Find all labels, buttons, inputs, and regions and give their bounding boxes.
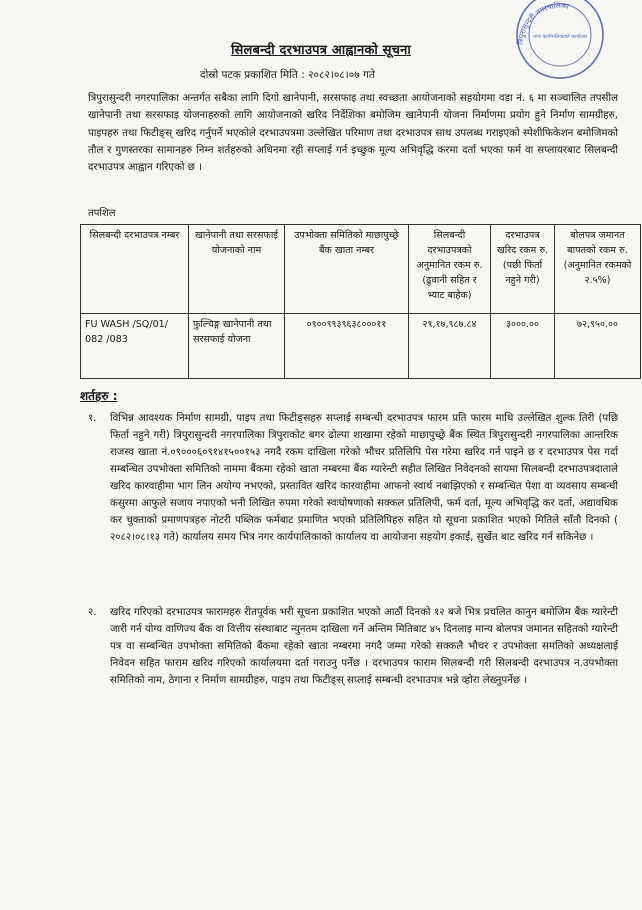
condition-text: खरिद गरिएको दरभाउपत्र फारामहरु रीतपूर्वक भरी सूचना प्रकाशित भएको आठौं दिनको १२ बजे भित्र प्रचलित कानुन बमोजिम बैंक ग्यारेन्टी जारी गर्न योग्य वाणिज्य बैंक वा वित्तीय संस्थाबाट न्युनतम दाखिला गर्ने अन्तिम मितिबाट ४५ दिनलाइ मान्य बोलपत्र जमानत सहितको ग्यारेन्टी पत्र वा सम्बन्धित उपभोक्ता समितिको बैंकमा रहेको खाता नम्बरमा नगदै जम्मा गरेको सक्कलै भौचर र उपभोक्ता समतिको अध्यक्षलाई निवेदन सहित फाराम खरिद गरिएको कार्यालयमा दर्ता गराउनु पर्नेछ । दरभाउपत्र फाराम सिलबन्दी गरी सिलबन्दी दरभाउपत्र न.उपभोक्ता समितिको नाम, ठेगाना र निर्माण सामग्रीहरु, पाइप तथा फिटीङ्स् सप्लाई सम्बन्धी दरभाउपत्र भन्ने व्होरा लेख्नुपर्नेछ । bbox=[110, 607, 618, 686]
col-header: उपभोक्ता समितिको माछापुच्छ्रे बैंक खाता नम्बर bbox=[285, 225, 409, 314]
condition-item bbox=[88, 410, 618, 546]
col-header: खानेपानी तथा सरसफाई योजनाको नाम bbox=[189, 225, 285, 314]
col-header: बोलपत्र जमानत बापतको रकम रु. (अनुमानित रकमको २.५%) bbox=[555, 225, 641, 314]
conditions-heading: शर्तहरु : bbox=[80, 389, 118, 403]
details-label: तपशिल bbox=[88, 208, 116, 219]
purchase-amount-cell: ३०००.०० bbox=[491, 314, 555, 379]
condition-text: विभिन्न आवश्यक निर्माण सामग्री, पाइप तथा फिटीङ्सहरु सप्लाई सम्बन्धी दरभाउपत्र फारम प्रति फारम माथि उल्लेखित शुल्क तिरी (पछि फिर्ता नहुने गरी) त्रिपुरासुन्दरी नगरपालिका त्रिपुराकोट बगर ढोल्पा शाखामा रहेको माछापुच्छ्रे बैंक स्थित त्रिपुरासुन्दरी नगरपालिका आन्तरिक राजस्व खाता नं.०९०००६०९१४१५००१५३ नगदै रकम दाखिला गरेको भौचर प्रतिलिपि पेस गरेमा खरिद गर्न पाइने छ र दरभाउपत्र पेस गर्दा सम्बन्धित उपभोक्ता समितिको नाममा बैंकमा रहेको खाता नम्बरमा बैंक ग्यारेन्टी सहीत लिखित निवेदनको सायमा सिलबन्दी दरभाउपत्रदाताले खरिद कारवाहीमा भाग लिन अयोग्य नभएको, प्रस्तावित खरिद कारवाहीमा आफनो स्वार्थ नबाझिएको र सम्बन्धित पेशा वा व्यवसाय सम्बन्धी कसुरमा आफुले सजाय नपाएको भनी लिखित रुपमा गरेको स्वःघोषणाको सक्कल प्रतिलिपी, फर्म दर्ता, मूल्य अभिवृद्धि कर दर्ता, अद्यावधिक कर चुक्ताको प्रमाणपत्रहरु नोटरी पब्लिक फर्मबाट प्रमाणित भएको प्रतिलिपिहरु सहित यो सूचना प्रकाशित भएको मितिले साँतौ दिनको ( २०८२।०८।१३ गते) कार्यालय समय भित्र नगर कार्यपालिकाको कार्यालय वा आयोजना सहयोग इकाई, सुर्खेत बाट खरिद गर्न सकिनेछ । bbox=[110, 413, 618, 543]
condition-number: १. bbox=[88, 413, 97, 424]
bid-table bbox=[80, 224, 641, 379]
bid-number-cell: FU WASH /SQ/01/ 082 /083 bbox=[81, 314, 189, 379]
publish-date-line: दोस्रो पटक प्रकाशित मिति : २०८२।०८।०७ गते bbox=[200, 69, 375, 81]
table-header-row bbox=[81, 225, 641, 314]
page-title: सिलबन्दी दरभाउपत्र आह्वानको सूचना bbox=[231, 43, 411, 58]
project-name-cell: फुल्चिङ्ग खानेपानी तथा सरसफाई योजना bbox=[189, 314, 285, 379]
bid-security-cell: ७२,९५०.०० bbox=[555, 314, 641, 379]
seal-inner-text: नगर कार्यपालिकाको कार्यालय bbox=[533, 34, 587, 40]
seal-ring-text: त्रिपुरासुन्दरी नगरपालिका bbox=[515, 0, 570, 46]
col-header: सिलबन्दी दरभाउपत्रको अनुमानित रकम रु.(ढुवानी सहित र भ्याट बाहेक) bbox=[409, 225, 491, 314]
table-row bbox=[81, 314, 641, 379]
col-header: सिलबन्दी दरभाउपत्र नम्बर bbox=[81, 225, 189, 314]
condition-number: २. bbox=[88, 607, 97, 618]
intro-paragraph: त्रिपुरासुन्दरी नगरपालिका अन्तर्गत सबैका लागि दिगो खानेपानी, सरसफाइ तथा स्वच्छता आयोजनाको सहयोगमा वडा नं. ६ मा सञ्चालित तपसील खानेपानी तथा सरसफाइ योजनाहरुको लागि आयोजनाको खरिद निर्देशिका बमोजिम खानेपानी योजना निर्माणमा प्रयोग हुने निर्माण सामग्रीहरु, पाइपहरु तथा फिटीङ्स् खरिद गर्नुपर्ने भएकोले दरभाउपत्रमा उल्लेखित परिमाण तथा दरभाउपत्र साथ उपलब्ध गराइएको स्पेशीफिकेशन बमोजिमको तौल र गुणस्तरका सामानहरु निम्न शर्तहरुको अधिनमा रही सप्लाई गर्न इच्छुक मूल्य अभिवृद्धि करमा दर्ता भएका फर्म वा सप्लायरबाट सिलबन्दी दरभाउपत्र आह्वान गरिएको छ । bbox=[88, 93, 618, 174]
estimated-amount-cell: २९,१७,९८७.८४ bbox=[409, 314, 491, 379]
condition-item bbox=[88, 604, 618, 689]
bank-account-cell: ०९००९९३९६३८०००११ bbox=[285, 314, 409, 379]
col-header: दरभाउपत्र खरिद रकम रु. (पछी फिर्ता नहुने गरी) bbox=[491, 225, 555, 314]
